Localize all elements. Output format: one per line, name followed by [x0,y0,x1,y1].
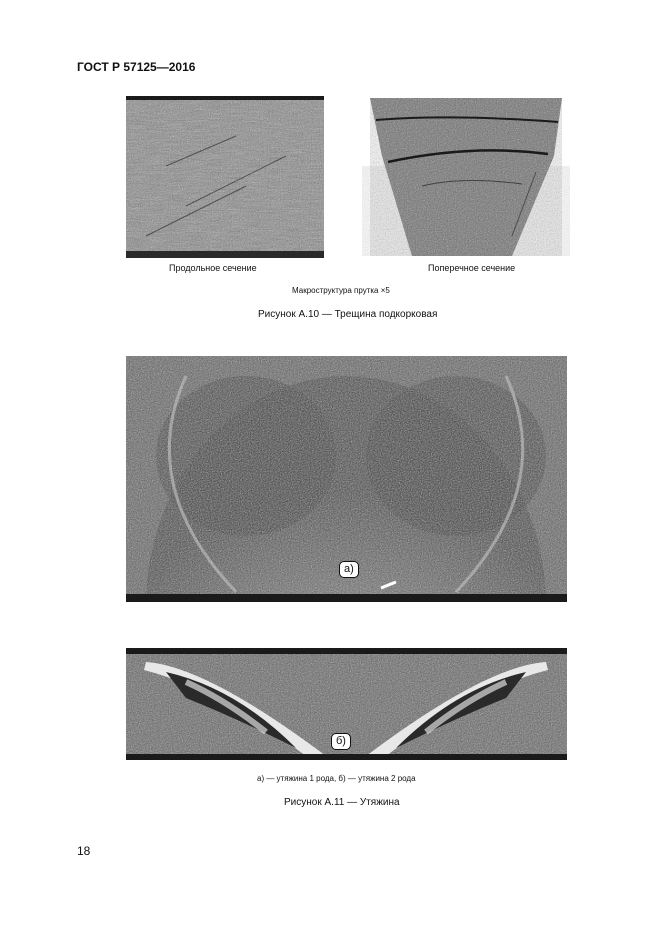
document-header: ГОСТ Р 57125—2016 [77,60,196,74]
transverse-section-photo [362,96,570,256]
label-b: б) [331,733,351,750]
page-number: 18 [77,844,91,858]
figure-a11-title: Рисунок А.11 — Утяжина [284,797,400,808]
figure-a11-legend: а) — утяжина 1 рода, б) — утяжина 2 рода [257,774,416,783]
macrostructure-caption: Макроструктура прутка ×5 [292,286,390,295]
figure-a10-title: Рисунок А.10 — Трещина подкорковая [258,309,438,320]
label-a: а) [339,561,359,578]
left-photo-caption: Продольное сечение [169,263,257,273]
right-photo-caption: Поперечное сечение [428,263,516,273]
longitudinal-section-photo [126,96,324,258]
